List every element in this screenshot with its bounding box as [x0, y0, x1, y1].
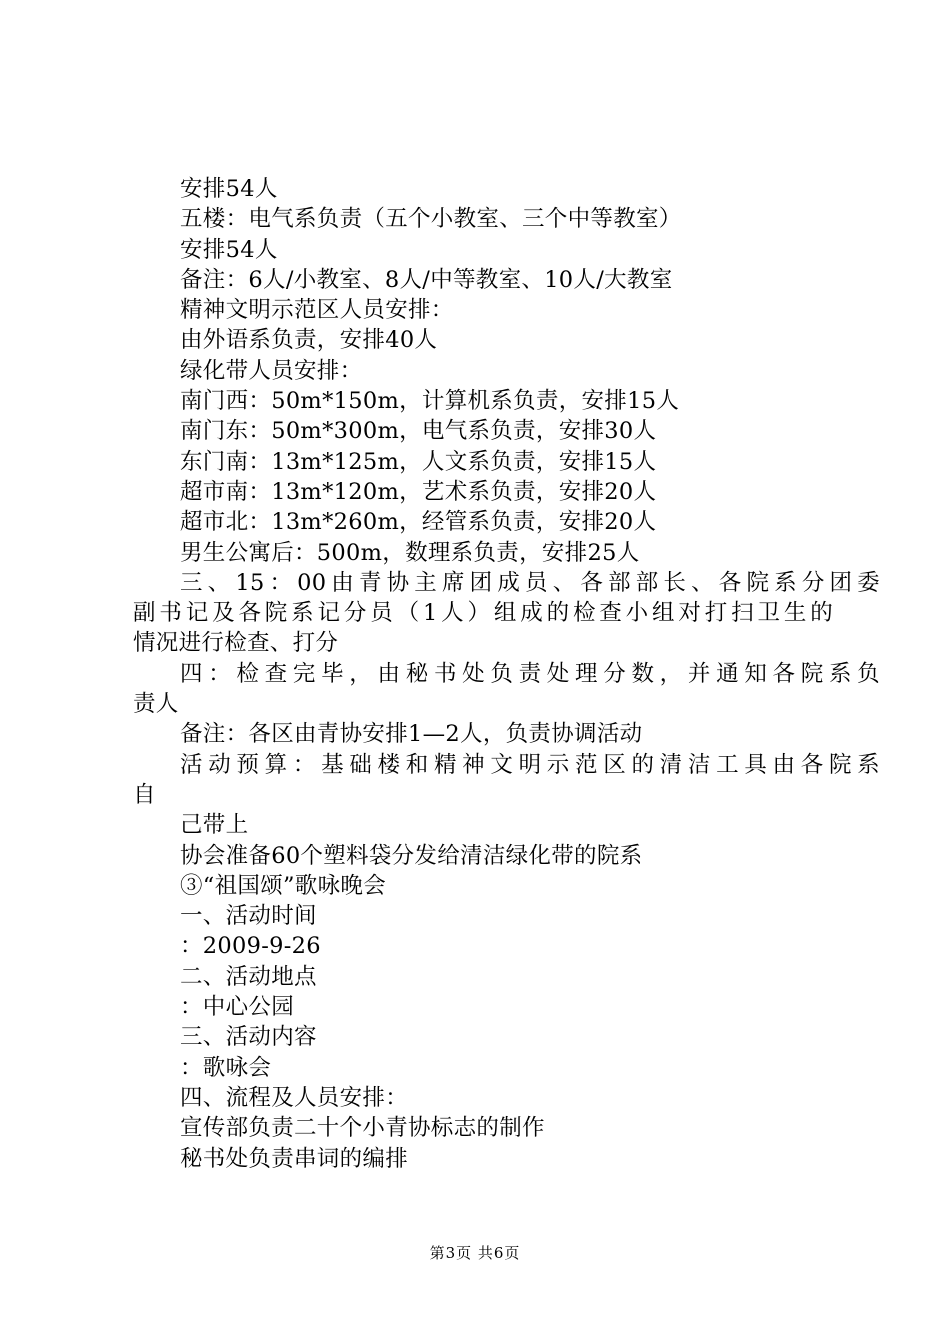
paragraph-line: 情况进行检查、打分: [133, 630, 339, 657]
section-heading: 三、活动内容: [180, 1024, 317, 1051]
section-heading: 一、活动时间: [180, 903, 317, 930]
text-line: 南门东：50m*300m，电气系负责，安排30人: [180, 418, 657, 445]
text-line: 宣传部负责二十个小青协标志的制作: [180, 1115, 545, 1142]
paragraph-line: 四：检查完毕，由秘书处负责处理分数，并通知各院系负: [180, 660, 880, 687]
text-line: 五楼：电气系负责（五个小教室、三个中等教室）: [180, 206, 682, 233]
section-heading: 二、活动地点: [180, 963, 317, 990]
paragraph-line: 副书记及各院系记分员（1人）组成的检查小组对打扫卫生的: [133, 600, 833, 627]
text-line: 南门西：50m*150m，计算机系负责，安排15人: [180, 388, 680, 415]
section-heading: ③“祖国颂”歌咏晚会: [180, 872, 387, 899]
text-line: 秘书处负责串词的编排: [180, 1145, 409, 1172]
paragraph-line: 自: [133, 781, 156, 808]
paragraph-line: 三、15：00由青协主席团成员、各部部长、各院系分团委: [180, 569, 880, 596]
text-line: 东门南：13m*125m，人文系负责，安排15人: [180, 448, 657, 475]
text-line: 超市北：13m*260m，经管系负责，安排20人: [180, 509, 657, 536]
paragraph-line: 责人: [133, 691, 179, 718]
text-line: ：2009-9-26: [180, 933, 321, 960]
text-line: 男生公寓后：500m，数理系负责，安排25人: [180, 539, 640, 566]
text-line: 备注：各区由青协安排1—2人，负责协调活动: [180, 721, 643, 748]
text-line: 安排54人: [180, 236, 278, 263]
text-line: 协会准备60个塑料袋分发给清洁绿化带的院系: [180, 842, 643, 869]
section-heading: 精神文明示范区人员安排：: [180, 297, 454, 324]
page-number-footer: 第3页 共6页: [429, 1244, 521, 1262]
text-line: ：歌咏会: [180, 1054, 272, 1081]
section-heading: 四、流程及人员安排：: [180, 1084, 409, 1111]
text-line: 由外语系负责，安排40人: [180, 327, 438, 354]
text-line: 安排54人: [180, 176, 278, 202]
document-body: [133, 174, 880, 1174]
paragraph-line: 活动预算：基础楼和精神文明示范区的清洁工具由各院系: [180, 751, 880, 778]
text-line: 超市南：13m*120m，艺术系负责，安排20人: [180, 478, 657, 505]
text-line: 己带上: [180, 812, 249, 839]
text-line: 备注：6人/小教室、8人/中等教室、10人/大教室: [180, 266, 673, 293]
text-line: ：中心公园: [180, 994, 295, 1021]
section-heading: 绿化带人员安排：: [180, 357, 363, 384]
